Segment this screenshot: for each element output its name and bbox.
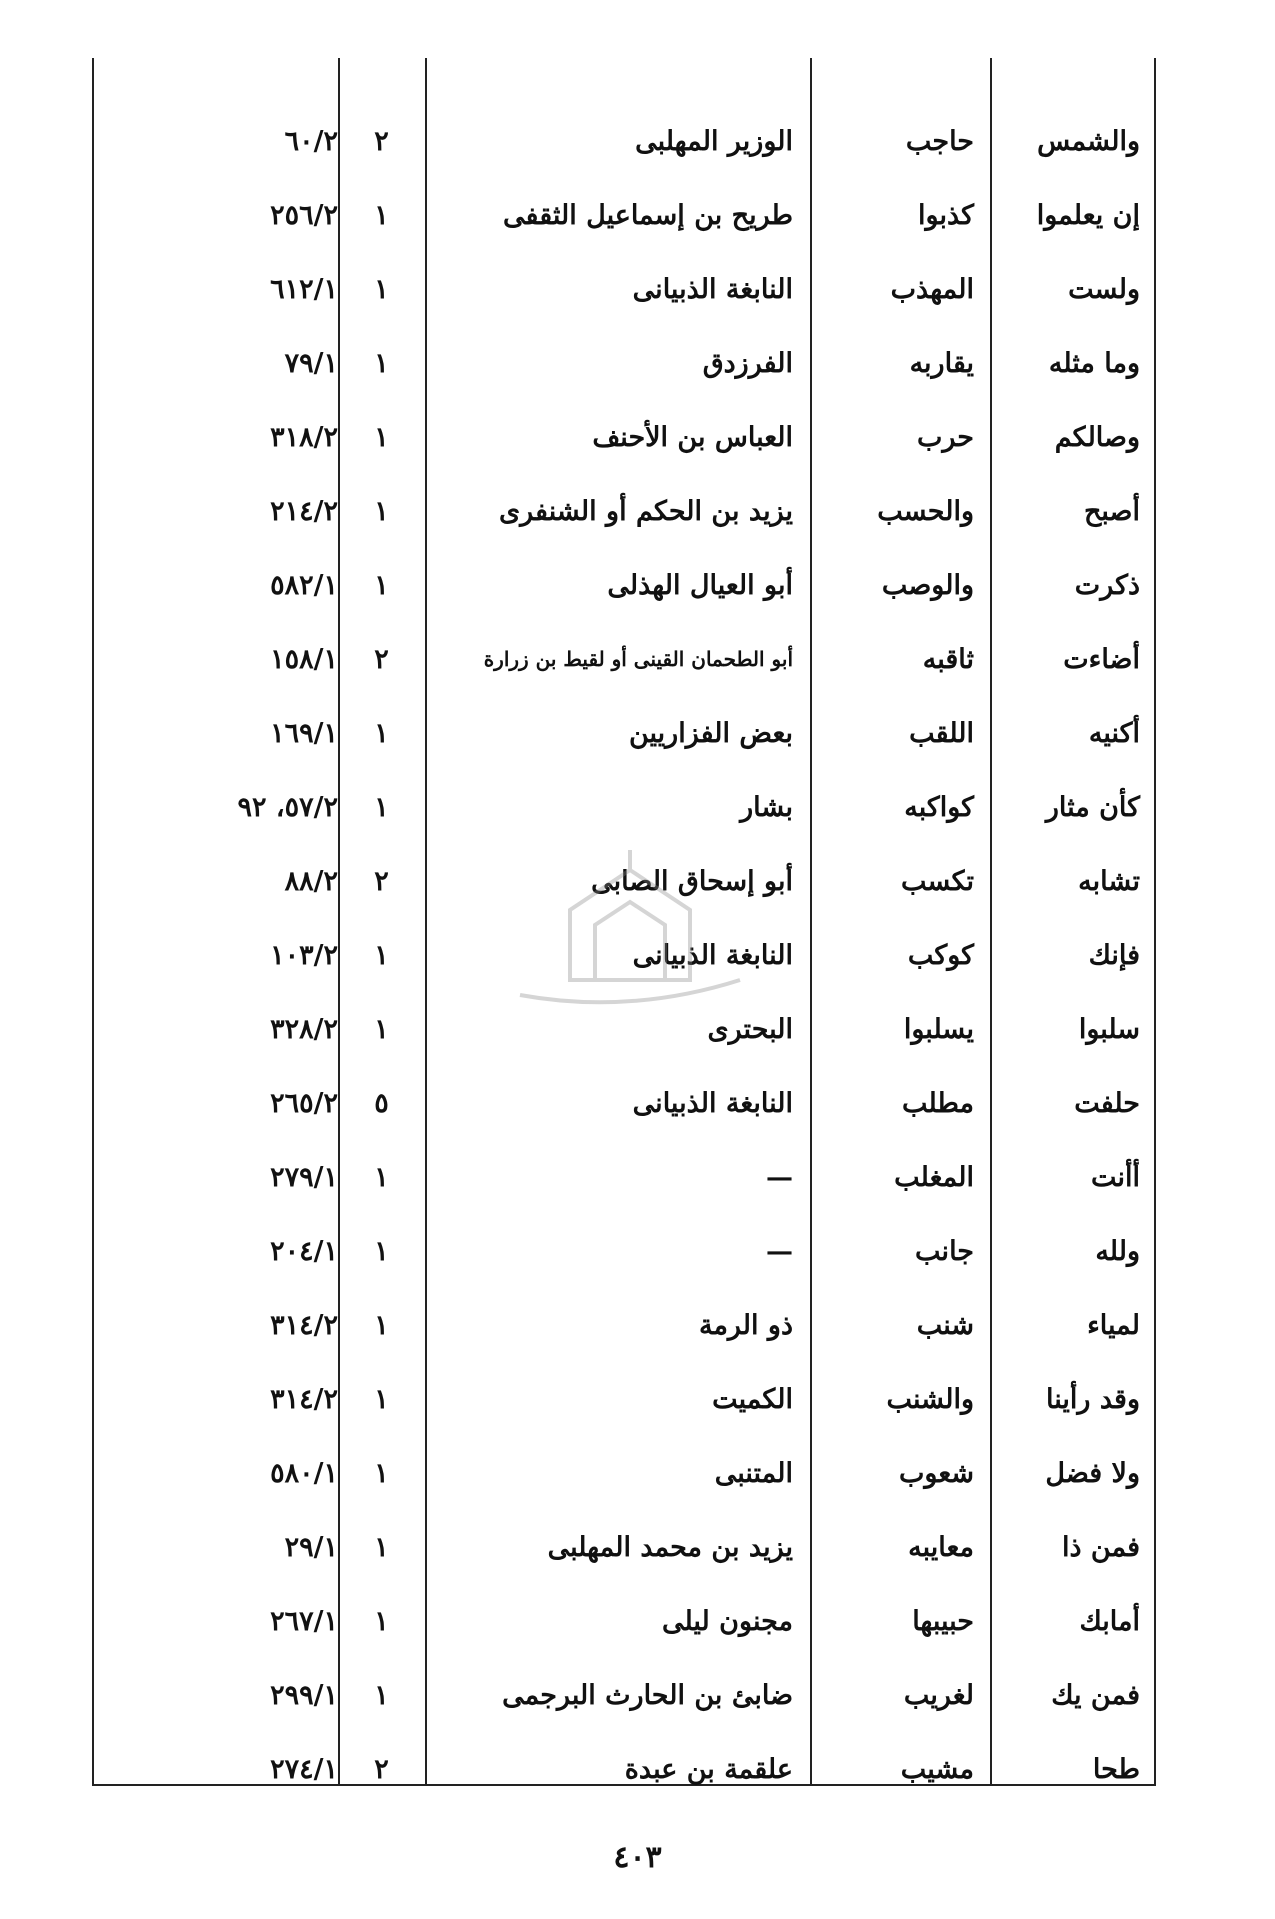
verse-count-cell: ١ [374,1457,389,1489]
page-reference-cell: ٢٥٦/٢ [270,199,338,231]
rhyme-cell: مطلب [901,1087,974,1119]
poet-cell: النابغة الذبيانى [632,1087,793,1119]
verse-count-cell: ١ [374,1161,389,1193]
page-reference-cell: ٣١٨/٢ [270,421,338,453]
page-reference-cell: ٢٧٩/١ [270,1161,338,1193]
table-row [94,1436,1154,1510]
first-words-cell: أكنيه [1088,717,1140,749]
poet-cell: النابغة الذبيانى [632,939,793,971]
verse-count-cell: ١ [374,1235,389,1267]
verse-count-cell: ١ [374,421,389,453]
poet-cell: أبو الطحمان القينى أو لقيط بن زرارة [483,647,793,671]
page-reference-cell: ١٥٨/١ [270,643,338,675]
rhyme-cell: والشنب [886,1383,974,1415]
poet-cell: الوزير المهلبى [635,125,793,157]
table-row [94,252,1154,326]
table-row [94,696,1154,770]
poet-cell: ضابئ بن الحارث البرجمى [502,1679,793,1711]
page-reference-cell: ٢٠٤/١ [270,1235,338,1267]
page-reference-cell: ٨٨/٢ [284,865,338,897]
verse-count-cell: ١ [374,1605,389,1637]
first-words-cell: سلبوا [1078,1013,1140,1045]
table-row [94,1584,1154,1658]
table-row [94,1510,1154,1584]
poet-cell: بعض الفزاريين [628,717,793,749]
poet-cell: يزيد بن الحكم أو الشنفرى [499,495,793,527]
first-words-cell: وصالكم [1054,421,1140,453]
table-row [94,548,1154,622]
first-words-cell: إن يعلموا [1036,199,1140,231]
poet-cell: بشار [740,791,793,823]
first-words-cell: ولست [1068,273,1140,305]
rhyme-cell: شعوب [898,1457,974,1489]
verse-count-cell: ١ [374,495,389,527]
verse-count-cell: ١ [374,1309,389,1341]
poet-cell: — [766,1235,793,1267]
page-reference-cell: ٥٨٠/١ [270,1457,338,1489]
rhyme-cell: ثاقبه [922,643,974,675]
first-words-cell: وما مثله [1048,347,1140,379]
rhyme-cell: يسلبوا [903,1013,974,1045]
page-reference-cell: ٢٦٧/١ [270,1605,338,1637]
poet-cell: ذو الرمة [698,1309,793,1341]
rhyme-cell: معايبه [908,1531,974,1563]
poet-cell: العباس بن الأحنف [592,421,793,453]
first-words-cell: حلفت [1074,1087,1140,1119]
table-row [94,178,1154,252]
rhyme-cell: كواكبه [904,791,974,823]
first-words-cell: والشمس [1037,125,1140,157]
table-row [94,474,1154,548]
rhyme-cell: شنب [916,1309,974,1341]
rhyme-cell: حاجب [905,125,974,157]
table-row [94,1362,1154,1436]
verse-count-cell: ٢ [374,865,389,897]
table-row [94,1066,1154,1140]
page-reference-cell: ٦٠/٢ [284,125,338,157]
verse-count-cell: ١ [374,791,389,823]
page-reference-cell: ٢٧٤/١ [270,1753,338,1785]
page-reference-cell: ٣١٤/٢ [270,1383,338,1415]
rhyme-cell: اللقب [909,717,974,749]
page-reference-cell: ٢٩/١ [284,1531,338,1563]
verse-count-cell: ١ [374,1679,389,1711]
rhyme-cell: مشيب [900,1753,974,1785]
verse-count-cell: ١ [374,1383,389,1415]
table-row [94,1732,1154,1806]
poet-cell: — [766,1161,793,1193]
table-row [94,326,1154,400]
rhyme-cell: يقاربه [909,347,974,379]
rhyme-cell: لغريب [903,1679,974,1711]
table-row [94,1288,1154,1362]
verse-count-cell: ١ [374,939,389,971]
first-words-cell: أضاءت [1063,643,1140,675]
page-reference-cell: ١٠٣/٢ [270,939,338,971]
first-words-cell: لمياء [1087,1309,1140,1341]
page-number: ٤٠٣ [613,1840,662,1875]
rhyme-cell: حرب [916,421,974,453]
page-reference-cell: ٢٦٥/٢ [270,1087,338,1119]
poet-cell: البحترى [707,1013,793,1045]
rhyme-cell: والحسب [877,495,974,527]
page-reference-cell: ٥٧/٢، ٩٢ [237,791,338,823]
verse-count-cell: ٢ [374,1753,389,1785]
page-reference-cell: ٦١٢/١ [270,273,338,305]
verse-count-cell: ١ [374,717,389,749]
poet-cell: علقمة بن عبدة [624,1753,793,1785]
poet-cell: أبو العيال الهذلى [607,569,793,601]
page-reference-cell: ٢١٤/٢ [270,495,338,527]
rhyme-cell: كوكب [907,939,974,971]
first-words-cell: كأن مثار [1045,791,1140,823]
first-words-cell: فمن ذا [1062,1531,1140,1563]
first-words-cell: طحا [1092,1753,1140,1785]
rhyme-cell: والوصب [881,569,974,601]
table-row [94,400,1154,474]
first-words-cell: أصبح [1083,495,1140,527]
poet-cell: يزيد بن محمد المهلبى [547,1531,793,1563]
verse-count-cell: ١ [374,569,389,601]
page-reference-cell: ٢٩٩/١ [270,1679,338,1711]
rhyme-cell: المهذب [890,273,974,305]
poet-cell: المتنبى [714,1457,793,1489]
table-row [94,104,1154,178]
page-reference-cell: ٥٨٢/١ [270,569,338,601]
poet-cell: الفرزدق [702,347,793,379]
rhyme-cell: كذبوا [918,199,974,231]
rhyme-cell: المغلب [894,1161,974,1193]
first-words-cell: تشابه [1078,865,1140,897]
verse-count-cell: ١ [374,1013,389,1045]
verse-count-cell: ١ [374,1531,389,1563]
page-reference-cell: ١٦٩/١ [270,717,338,749]
poet-cell: مجنون ليلى [661,1605,793,1637]
page-reference-cell: ٣١٤/٢ [270,1309,338,1341]
verse-count-cell: ٢ [374,125,389,157]
poet-cell: النابغة الذبيانى [632,273,793,305]
table-row [94,1658,1154,1732]
rhyme-cell: جانب [915,1235,974,1267]
first-words-cell: أأنت [1090,1161,1140,1193]
first-words-cell: فمن يك [1051,1679,1140,1711]
first-words-cell: ذكرت [1074,569,1140,601]
verse-count-cell: ٥ [374,1087,389,1119]
page-reference-cell: ٧٩/١ [284,347,338,379]
rhyme-cell: تكسب [900,865,974,897]
first-words-cell: أمابك [1079,1605,1140,1637]
verse-count-cell: ١ [374,199,389,231]
library-emblem-icon [500,830,760,1030]
table-row [94,622,1154,696]
rhyme-cell: حبيبها [912,1605,974,1637]
table-row [94,1140,1154,1214]
table-row [94,1214,1154,1288]
verse-count-cell: ٢ [374,643,389,675]
poet-cell: أبو إسحاق الصابى [591,865,793,897]
poet-cell: الكميت [712,1383,793,1415]
page-reference-cell: ٣٢٨/٢ [270,1013,338,1045]
first-words-cell: فإنك [1088,939,1140,971]
verse-count-cell: ١ [374,273,389,305]
first-words-cell: وقد رأينا [1046,1383,1140,1415]
poet-cell: طريح بن إسماعيل الثقفى [503,199,793,231]
first-words-cell: ولله [1095,1235,1140,1267]
verse-count-cell: ١ [374,347,389,379]
first-words-cell: ولا فضل [1045,1457,1140,1489]
